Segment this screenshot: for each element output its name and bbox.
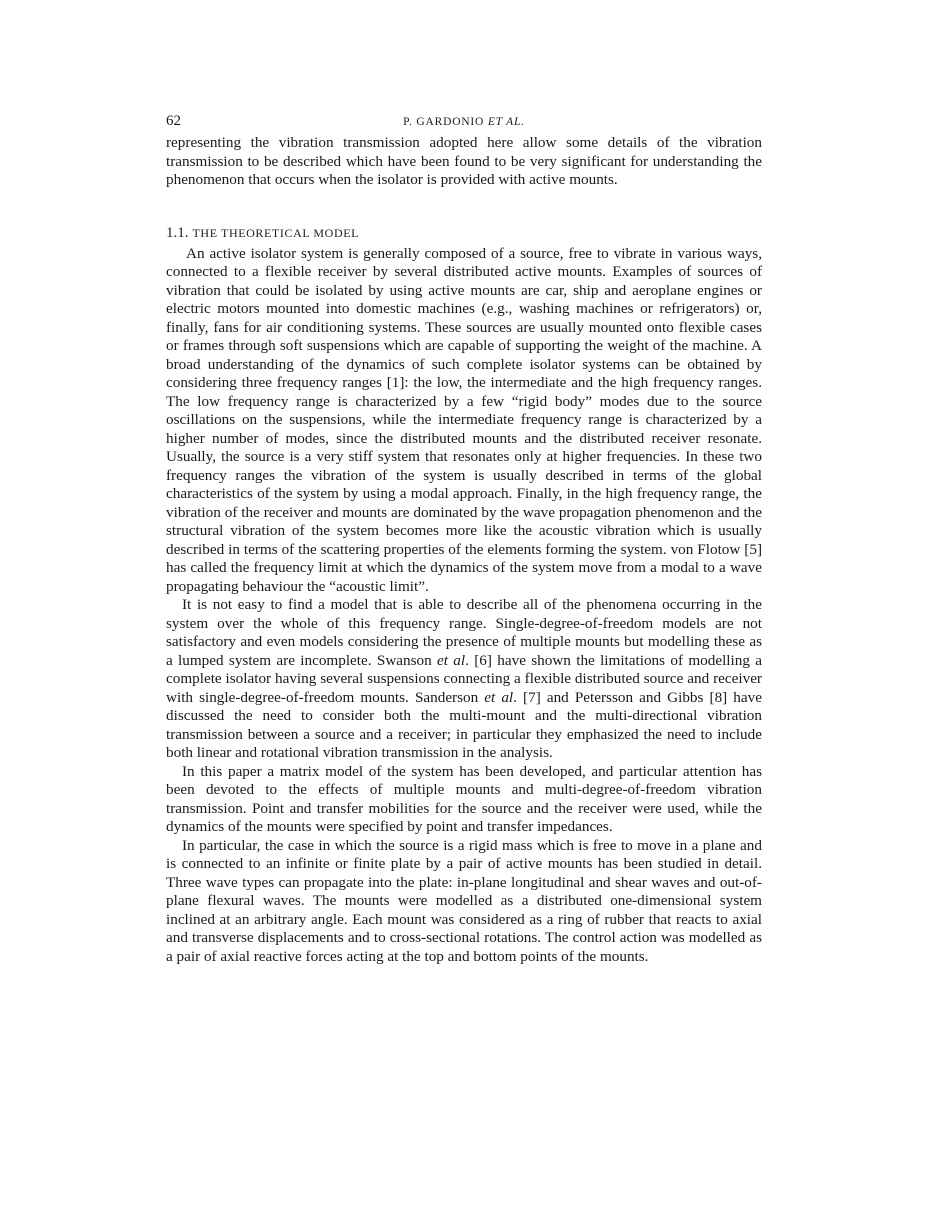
paragraph-2-etal-2: et al <box>484 688 514 706</box>
intro-paragraph: representing the vibration transmission adopted here allow some details of the vibration transmission to be described which have been found to be very significant for understanding the phenomenon that occurs when the isolator is provided with active mounts. <box>166 134 762 188</box>
paragraph-2-part-c: . [7] and Petersson and Gibbs [8] have discussed the need to consider both the multi-mount and the multi-directional vibration transmission between a source and a receiver; in particular they emphasized the need to include both linear and rotational vibration transmission in the analysis. <box>166 688 762 761</box>
section-title: THE THEORETICAL MODEL <box>192 225 360 240</box>
running-head <box>166 110 762 134</box>
paragraph-4: In particular, the case in which the source is a rigid mass which is free to move in a plane and is connected to an infinite or finite plate by a pair of active mounts has been studied in detail. Three wave types can propagate into the plate: in-plane longitudinal and shear waves and out-of-plane flexural waves. The mounts were modelled as a distributed one-dimensional system inclined at an arbitrary angle. Each mount was considered as a ring of rubber that reacts to axial and transverse displacements and to cross-sectional rotations. The control action was modelled as a pair of axial reactive forces acting at the top and bottom points of the mounts. <box>166 836 762 965</box>
running-head-authors: P. GARDONIO <box>403 116 488 128</box>
section-heading <box>166 224 762 242</box>
paragraph-2-part-b: . [6] have shown the limitations of modelling a complete isolator having several suspensions connecting a flexible distributed source and receiver with single-degree-of-freedom mounts. Sanderson <box>166 651 762 706</box>
paragraph-3: In this paper a matrix model of the system has been developed, and particular attention has been devoted to the effects of multiple mounts and multi-degree-of-freedom vibration transmission. Point and transfer mobilities for the source and the receiver were used, while the dynamics of the mounts were specified by point and transfer impedances. <box>166 762 762 835</box>
paragraph-2 <box>166 596 762 763</box>
page-number: 62 <box>166 113 181 129</box>
section-number: 1.1. <box>166 224 189 241</box>
paragraph-2-part-a: It is not easy to find a model that is able to describe all of the phenomena occurring in the system over the whole of this frequency range. Single-degree-of-freedom models are not satisfactory and even models considering the presence of multiple mounts but modelling these as a lumped system are incomplete. Swanson <box>166 596 762 669</box>
running-head-etal: ET AL. <box>487 116 525 128</box>
page-header <box>166 110 762 134</box>
paragraph-2-etal-1: et al <box>437 651 466 669</box>
paper-page <box>166 110 762 966</box>
paragraph-1: An active isolator system is generally composed of a source, free to vibrate in various ways, connected to a flexible receiver by several distributed active mounts. Examples of sources of vibration that could be isolated by using active mounts are car, ship and aeroplane engines or electric motors mounted into domestic machines (e.g., washing machines or refrigerators) or, finally, fans for air conditioning systems. These sources are usually mounted onto flexible cases or frames through soft suspensions which are capable of supporting the weight of the machine. A broad understanding of the dynamics of such complete isolator systems can be obtained by considering three frequency ranges [1]: the low, the intermediate and the high frequency ranges. The low frequency range is characterized by a few “rigid body” modes due to the source oscillations on the suspensions, while the intermediate frequency range is characterized by a higher number of modes, since the distributed mounts and the distributed receiver resonate. Usually, the source is a very stiff system that resonates only at higher frequencies. In these two frequency ranges the vibration of the system is usually described in terms of the global characteristics of the system by using a modal approach. Finally, in the high frequency range, the vibration of the receiver and mounts are dominated by the wave propagation phenomenon and the structural vibration of the system becomes more like the acoustic vibration which is usually described in terms of the scattering properties of the elements forming the system. von Flotow [5] has called the frequency limit at which the dynamics of the system move from a modal to a wave propagating behaviour the “acoustic limit”. <box>166 244 762 595</box>
